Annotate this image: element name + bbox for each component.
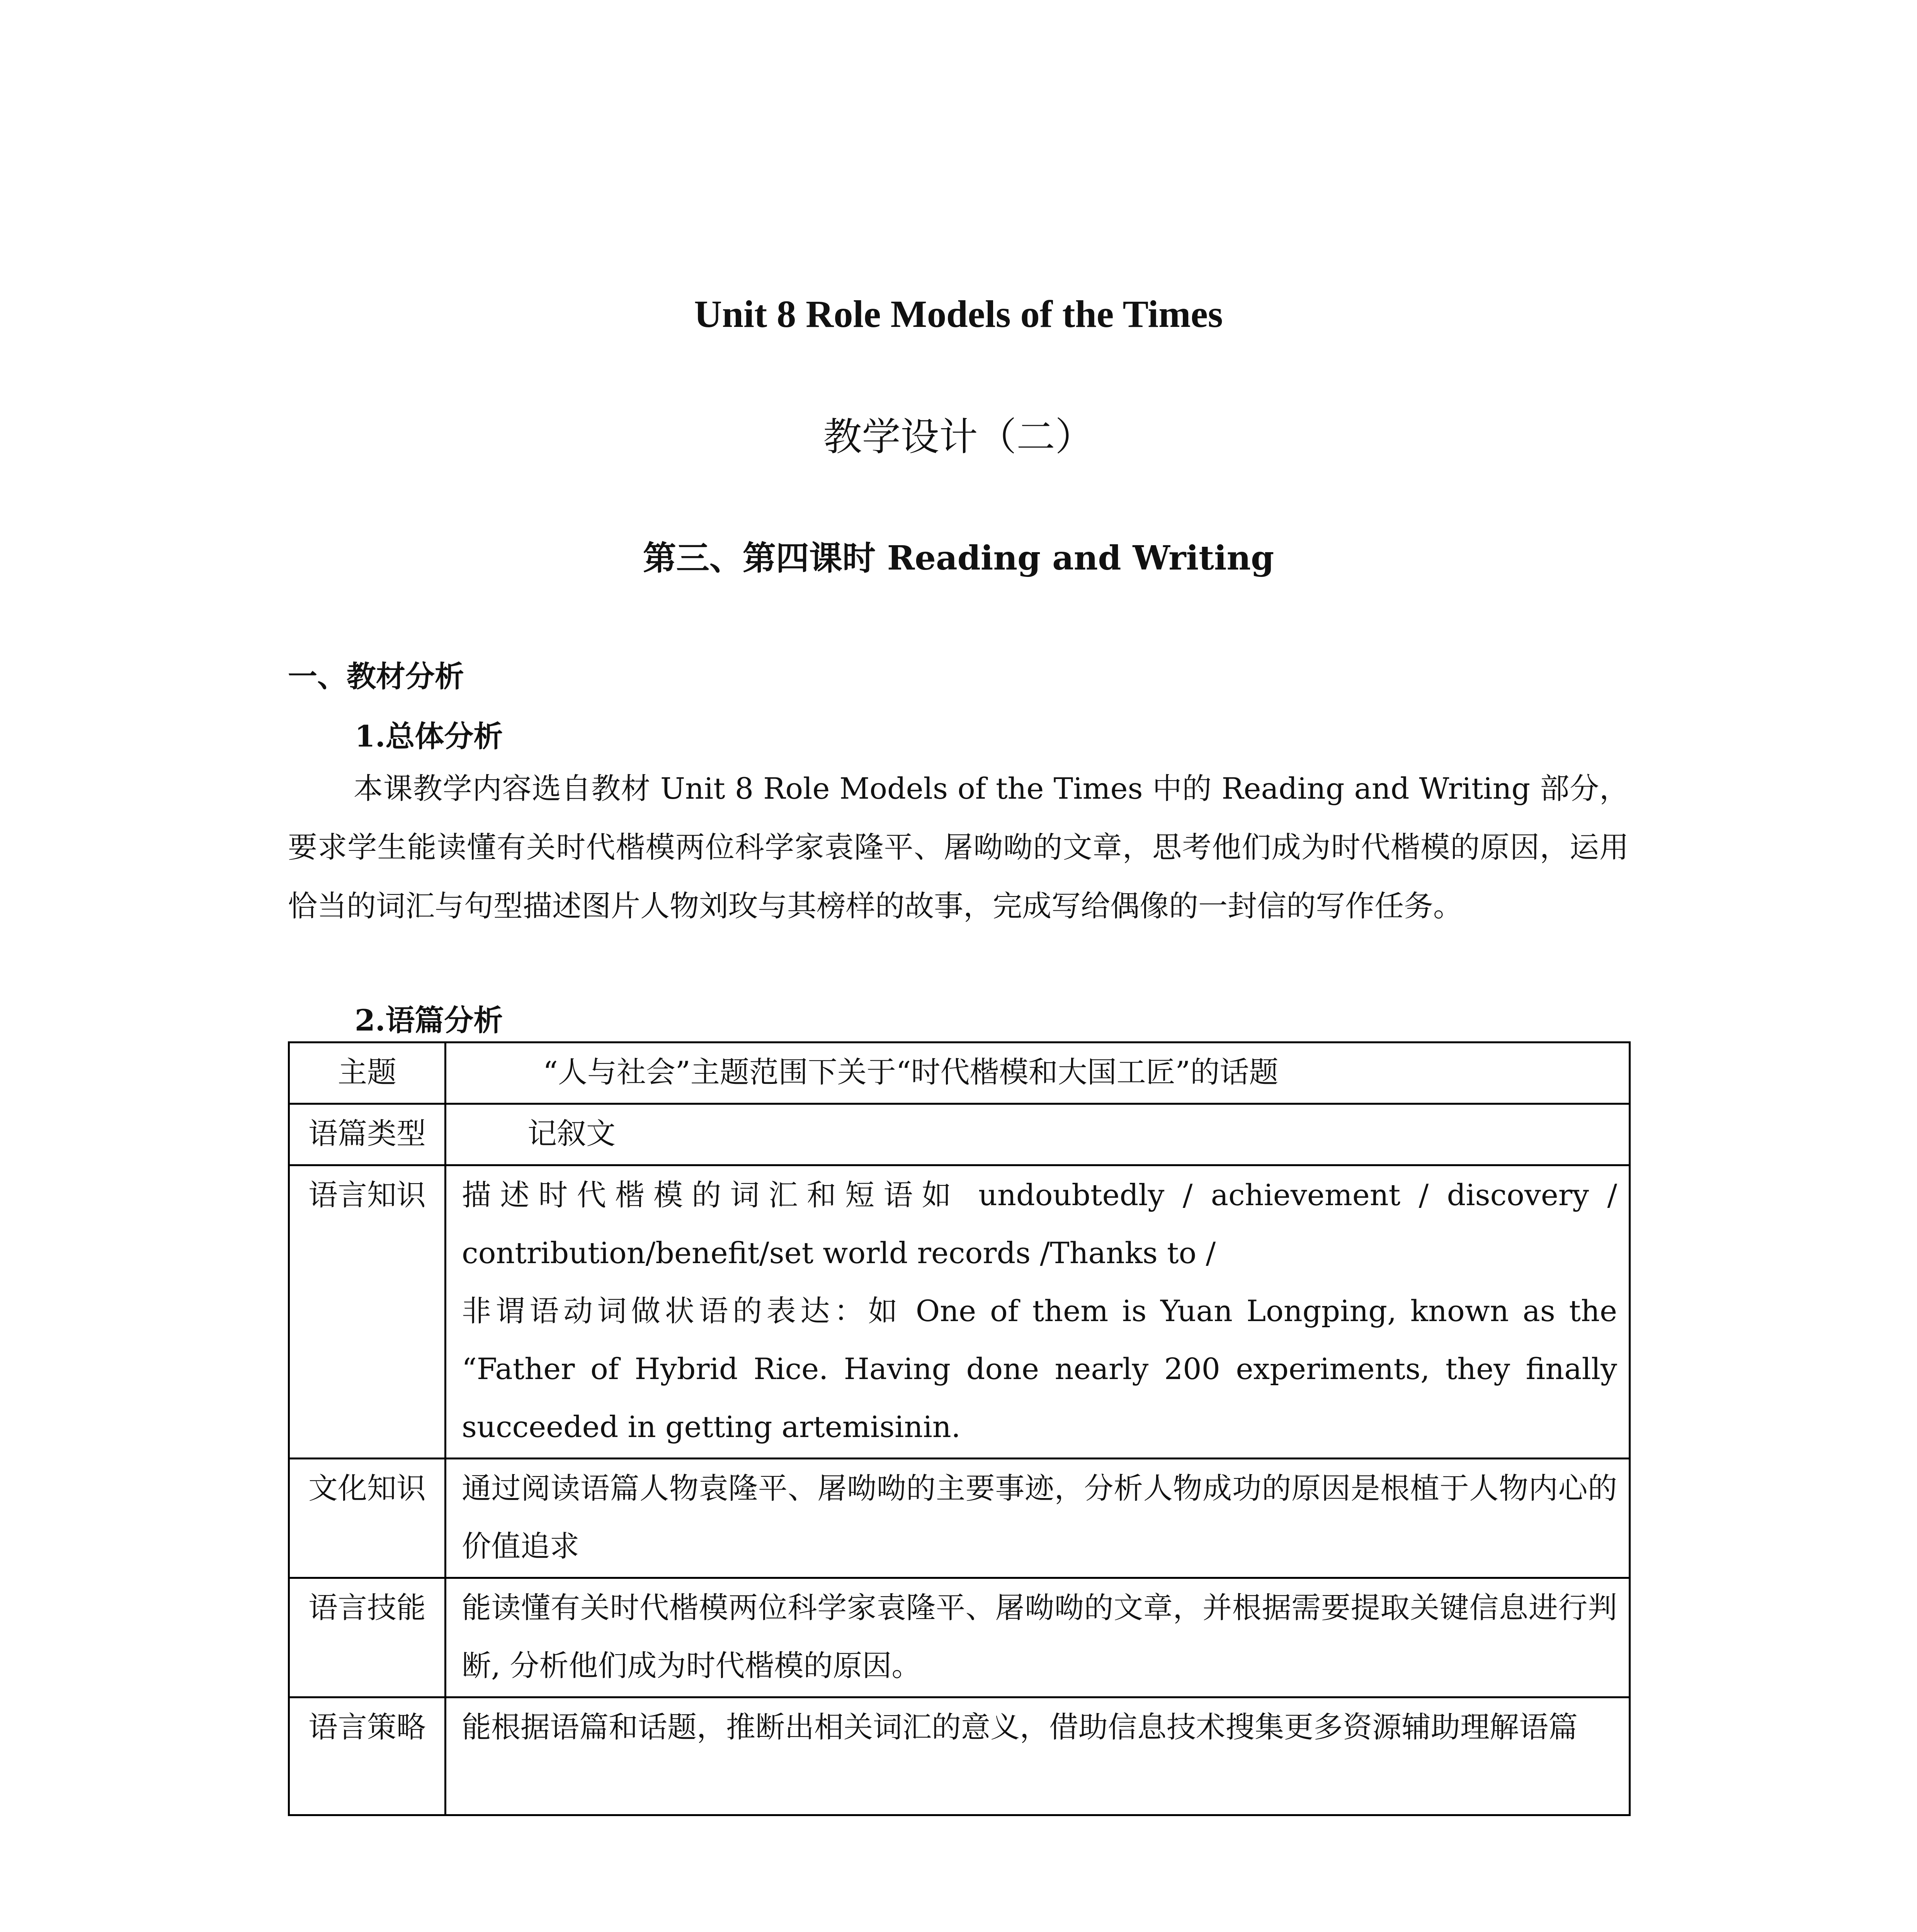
section-heading-learner-analysis <box>288 1926 464 1932</box>
table-row <box>289 1165 1630 1459</box>
table-row <box>289 1459 1630 1578</box>
language-knowledge-vocabulary: 描述时代楷模的词汇和短语如 undoubtedly / achievement / discovery / contribution/benefit/set world records /Thanks to / <box>462 1178 1617 1270</box>
table-row-label: 语言技能 <box>289 1578 446 1697</box>
table-row-content: “人与社会”主题范围下关于“时代楷模和大国工匠”的话题 <box>446 1043 1630 1104</box>
table-row-content: 能根据语篇和话题，推断出相关词汇的意义，借助信息技术搜集更多资源辅助理解语篇 <box>446 1697 1630 1815</box>
table-row-content: 通过阅读语篇人物袁隆平、屠呦呦的主要事迹，分析人物成功的原因是根植于人物内心的价值追求 <box>446 1459 1630 1578</box>
lesson-period: 第三、第四课时 Reading and Writing <box>643 539 1274 578</box>
subheading-discourse-analysis: 2.语篇分析 <box>355 1003 503 1037</box>
discourse-analysis-table <box>288 1041 1631 1816</box>
subheading-overall-analysis: 1.总体分析 <box>355 719 503 753</box>
table-row <box>289 1043 1630 1104</box>
language-knowledge-grammar: 非谓语动词做状语的表达：如 One of them is Yuan Longping, known as the “Father of Hybrid Rice. Having done nearly 200 experiments, they finally succeeded in getting artemisinin. <box>462 1294 1617 1444</box>
table-row-content: 记叙文 <box>446 1104 1630 1165</box>
table-row-label: 文化知识 <box>289 1459 446 1578</box>
table-row-label: 语篇类型 <box>289 1104 446 1165</box>
table-row <box>289 1578 1630 1697</box>
section-heading-textbook-analysis: 一、教材分析 <box>288 659 464 694</box>
overall-analysis-paragraph: 本课教学内容选自教材 Unit 8 Role Models of the Times 中的 Reading and Writing 部分，要求学生能读懂有关时代楷模两位科学家袁隆平、屠呦呦的文章，思考他们成为时代楷模的原因，运用恰当的词汇与句型描述图片人物刘玫与其榜样的故事，完成写给偶像的一封信的写作任务。 <box>288 771 1629 923</box>
table-row-label: 主题 <box>289 1043 446 1104</box>
table-row-content <box>446 1165 1630 1459</box>
table-row-label: 语言策略 <box>289 1697 446 1815</box>
table-row-content: 能读懂有关时代楷模两位科学家袁隆平、屠呦呦的文章，并根据需要提取关键信息进行判断, 分析他们成为时代楷模的原因。 <box>446 1578 1630 1697</box>
table-row-label: 语言知识 <box>289 1165 446 1459</box>
table-row <box>289 1697 1630 1815</box>
document-subtitle: 教学设计（二） <box>823 414 1094 459</box>
document-title: Unit 8 Role Models of the Times <box>694 293 1223 335</box>
table-row <box>289 1104 1630 1165</box>
